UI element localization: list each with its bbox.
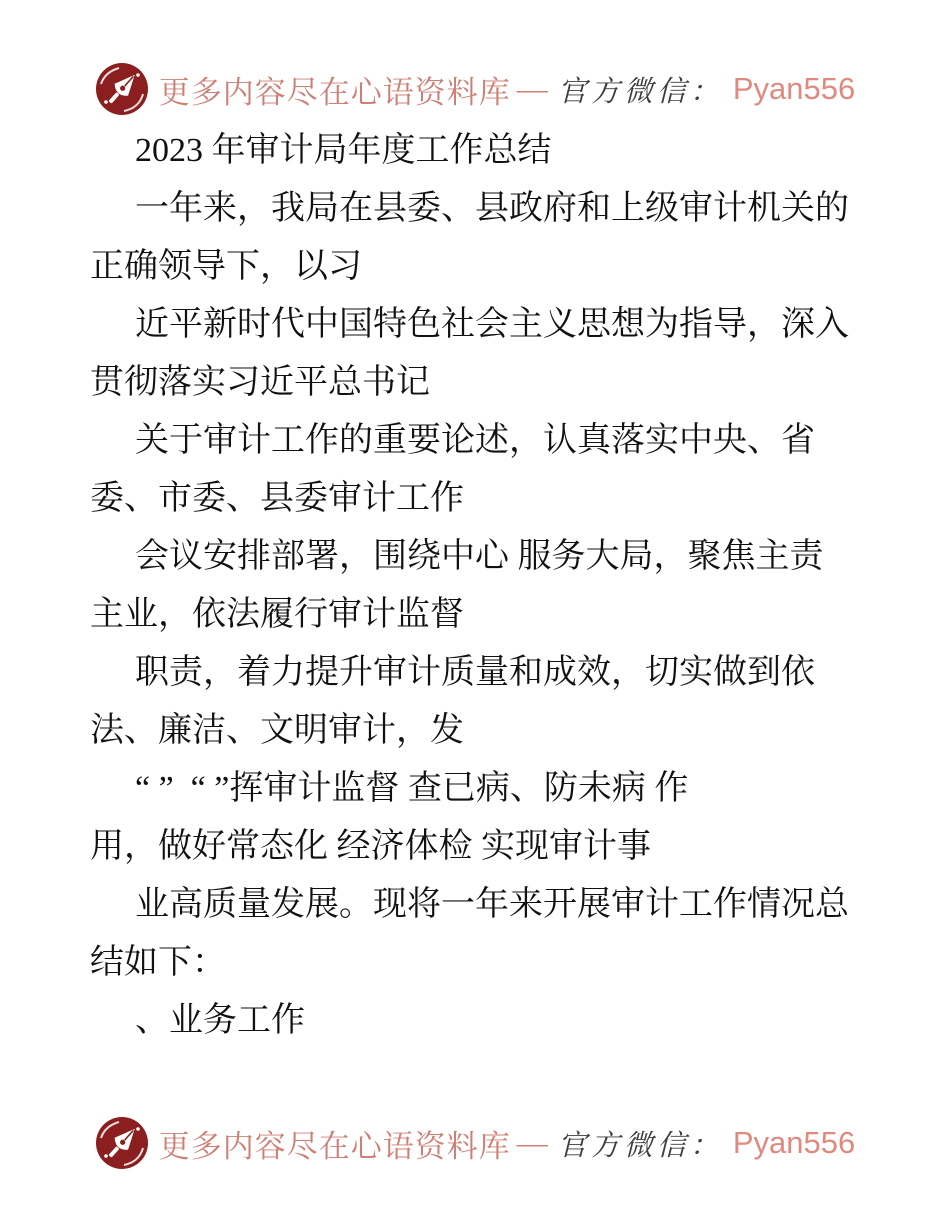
- text-line: 关于审计工作的重要论述，认真落实中央、省: [135, 422, 815, 459]
- banner-wechat-id: Pyan556: [732, 71, 856, 106]
- text-line: 主业，依法履行审计监督: [90, 596, 464, 633]
- body-lines: [90, 180, 865, 1050]
- pen-logo-icon: [95, 1116, 149, 1170]
- text-line: “ ” “ ”挥审计监督 查已病、防未病 作: [135, 770, 689, 807]
- text-line: 委、市委、县委审计工作: [90, 480, 464, 517]
- banner-wechat-id: Pyan556: [732, 1125, 856, 1160]
- banner-wechat-label: 官方微信：: [557, 75, 723, 108]
- text-line: 职责，着力提升审计质量和成效，切实做到依: [135, 654, 815, 691]
- text-line: 一年来，我局在县委、县政府和上级审计机关的: [135, 190, 849, 227]
- text-line: 会议安排部署，围绕中心 服务大局，聚焦主责: [135, 538, 824, 575]
- text-line: 结如下：: [90, 944, 226, 981]
- text-line: 业高质量发展。现将一年来开展审计工作情况总: [135, 886, 849, 923]
- text-line: 近平新时代中国特色社会主义思想为指导，深入: [135, 306, 849, 343]
- text-line: 法、廉洁、文明审计，发: [90, 712, 464, 749]
- banner-wechat-label: 官方微信：: [557, 1129, 723, 1162]
- footer-banner: [0, 1116, 950, 1170]
- text-line: 、业务工作: [135, 1002, 305, 1039]
- document-title: 2023 年审计局年度工作总结: [135, 132, 552, 169]
- text-line: 贯彻落实习近平总书记: [90, 364, 430, 401]
- banner-separator: —: [516, 1125, 548, 1160]
- banner-brand-text: 更多内容尽在心语资料库: [158, 74, 511, 110]
- banner-brand-text: 更多内容尽在心语资料库: [158, 1128, 511, 1164]
- text-line: 正确领导下，以习: [90, 248, 362, 285]
- header-banner: [0, 62, 950, 116]
- document-body: [90, 122, 865, 1050]
- pen-logo-icon: [95, 62, 149, 116]
- text-line: 用，做好常态化 经济体检 实现审计事: [90, 828, 651, 865]
- banner-separator: —: [516, 71, 548, 106]
